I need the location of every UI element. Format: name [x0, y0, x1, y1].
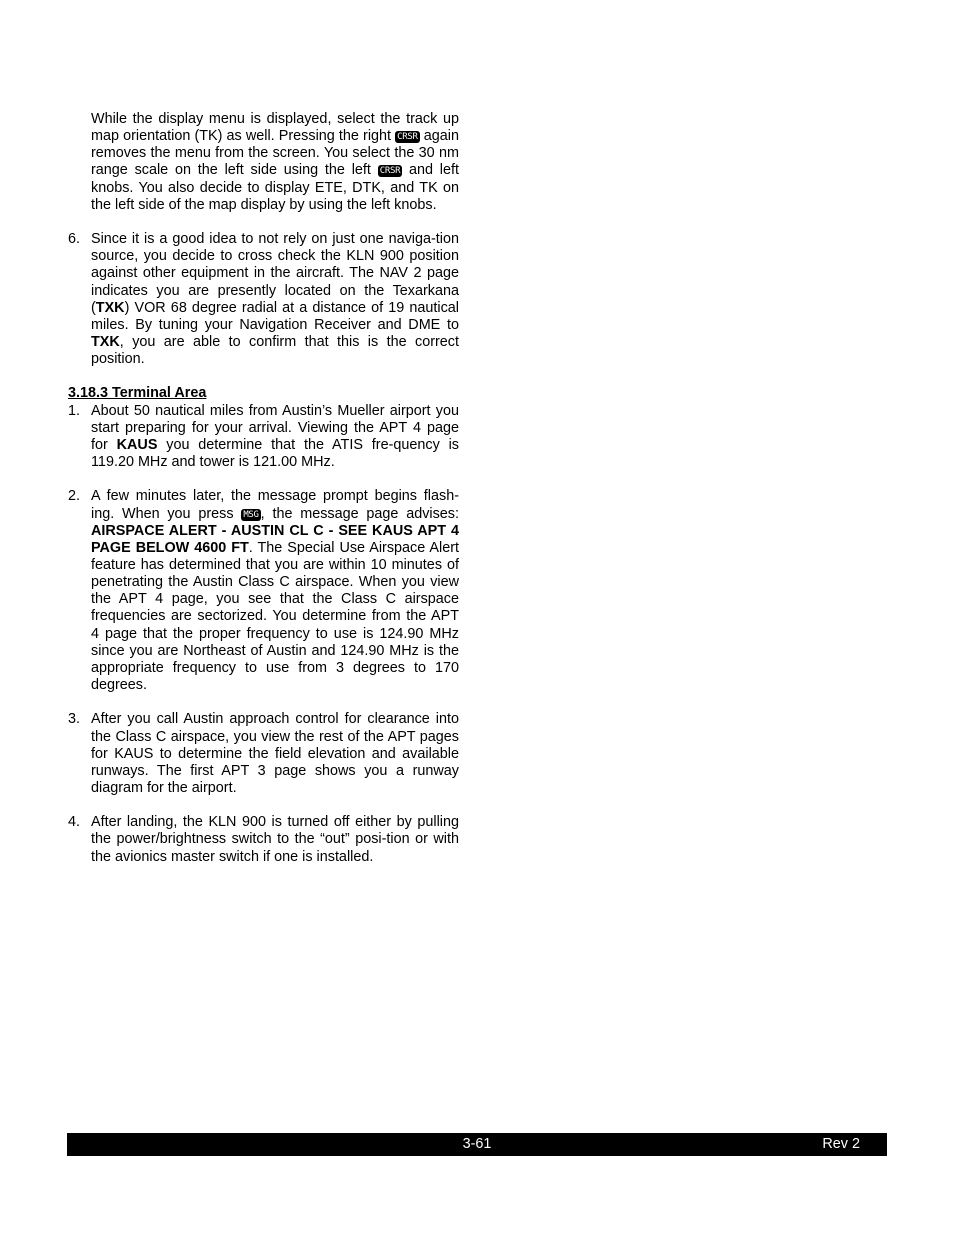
revision-label: Rev 2: [822, 1136, 860, 1152]
list-number: 2.: [68, 488, 81, 505]
list-item-1: [68, 403, 459, 472]
crsr-key-icon: CRSR: [379, 166, 401, 177]
list-item-6: [68, 231, 459, 368]
page-number: 3-61: [462, 1136, 492, 1152]
text-column: [68, 111, 459, 866]
item6-text-2: ) VOR 68 degree radial at a distance of 19 nautical miles. By tuning your Navigation Receiver and DME to: [91, 299, 459, 333]
intro-text-2: again removes the menu from the screen. You select the 30 nm range scale on the left side using the left: [91, 128, 459, 179]
item6-bold-1: TXK: [95, 299, 125, 316]
item2-bold-1: AIRSPACE ALERT - AUSTIN CL C - SEE KAUS APT 4 PAGE BELOW 4600 FT: [91, 522, 459, 556]
msg-key-icon: MSG: [243, 509, 259, 520]
list-item-4: [68, 814, 459, 865]
item6-text-3: , you are able to confirm that this is the correct position.: [91, 334, 459, 368]
item2-text-2: , the message page advises:: [260, 505, 459, 522]
list-number: 4.: [68, 814, 81, 831]
list-number: 6.: [68, 231, 81, 248]
item2-text-1: A few minutes later, the message prompt begins flash-ing. When you press: [91, 488, 459, 522]
intro-text-3: and left knobs. You also decide to display ETE, DTK, and TK on the left side of the map display by using the left knobs.: [91, 162, 459, 213]
item4-text-1: After landing, the KLN 900 is turned off either by pulling the power/brightness switch to the “out” posi-tion or with the avionics master switch if one is installed.: [91, 814, 459, 865]
list-item-2: [68, 488, 459, 694]
list-number: 3.: [68, 711, 81, 728]
item6-text-1: Since it is a good idea to not rely on just one naviga-tion source, you decide to cross check the KLN 900 position against other equipment in the aircraft. The NAV 2 page indicates you are presently located on the Texarkana (: [91, 231, 459, 316]
list-number: 1.: [68, 402, 81, 419]
item3-text-1: After you call Austin approach control for clearance into the Class C airspace, you view the rest of the APT pages for KAUS to determine the field elevation and available runways. The first APT 3 page shows you a runway diagram for the airport.: [91, 711, 459, 797]
intro-paragraph: [91, 111, 459, 214]
item1-text-2: you determine that the ATIS fre-quency is 119.20 MHz and tower is 121.00 MHz.: [91, 436, 459, 471]
list-item-3: [68, 711, 459, 797]
section-heading: 3.18.3 Terminal Area: [68, 385, 207, 402]
item6-bold-2: TXK: [91, 334, 120, 351]
item1-bold-1: KAUS: [116, 436, 158, 453]
item2-text-3: . The Special Use Airspace Alert feature has determined that you are within 10 minutes of penetrating the Austin Class C airspace. When you view the APT 4 page, you see that the Class C airspace frequencies are sectorized. You determine from the APT 4 page that the proper frequency to use is 124.90 MHz since you are Northeast of Austin and 124.90 MHz is the appropriate frequency to use from 3 degrees to 170 degrees.: [91, 539, 459, 694]
item1-text-1: About 50 nautical miles from Austin’s Mueller airport you start preparing for your arrival. Viewing the APT 4 page for: [91, 402, 459, 453]
crsr-key-icon: CRSR: [397, 132, 418, 143]
intro-text-1: While the display menu is displayed, select the track up map orientation (TK) as well. Pressing the right: [91, 111, 459, 145]
footer-bar: [67, 1133, 887, 1156]
